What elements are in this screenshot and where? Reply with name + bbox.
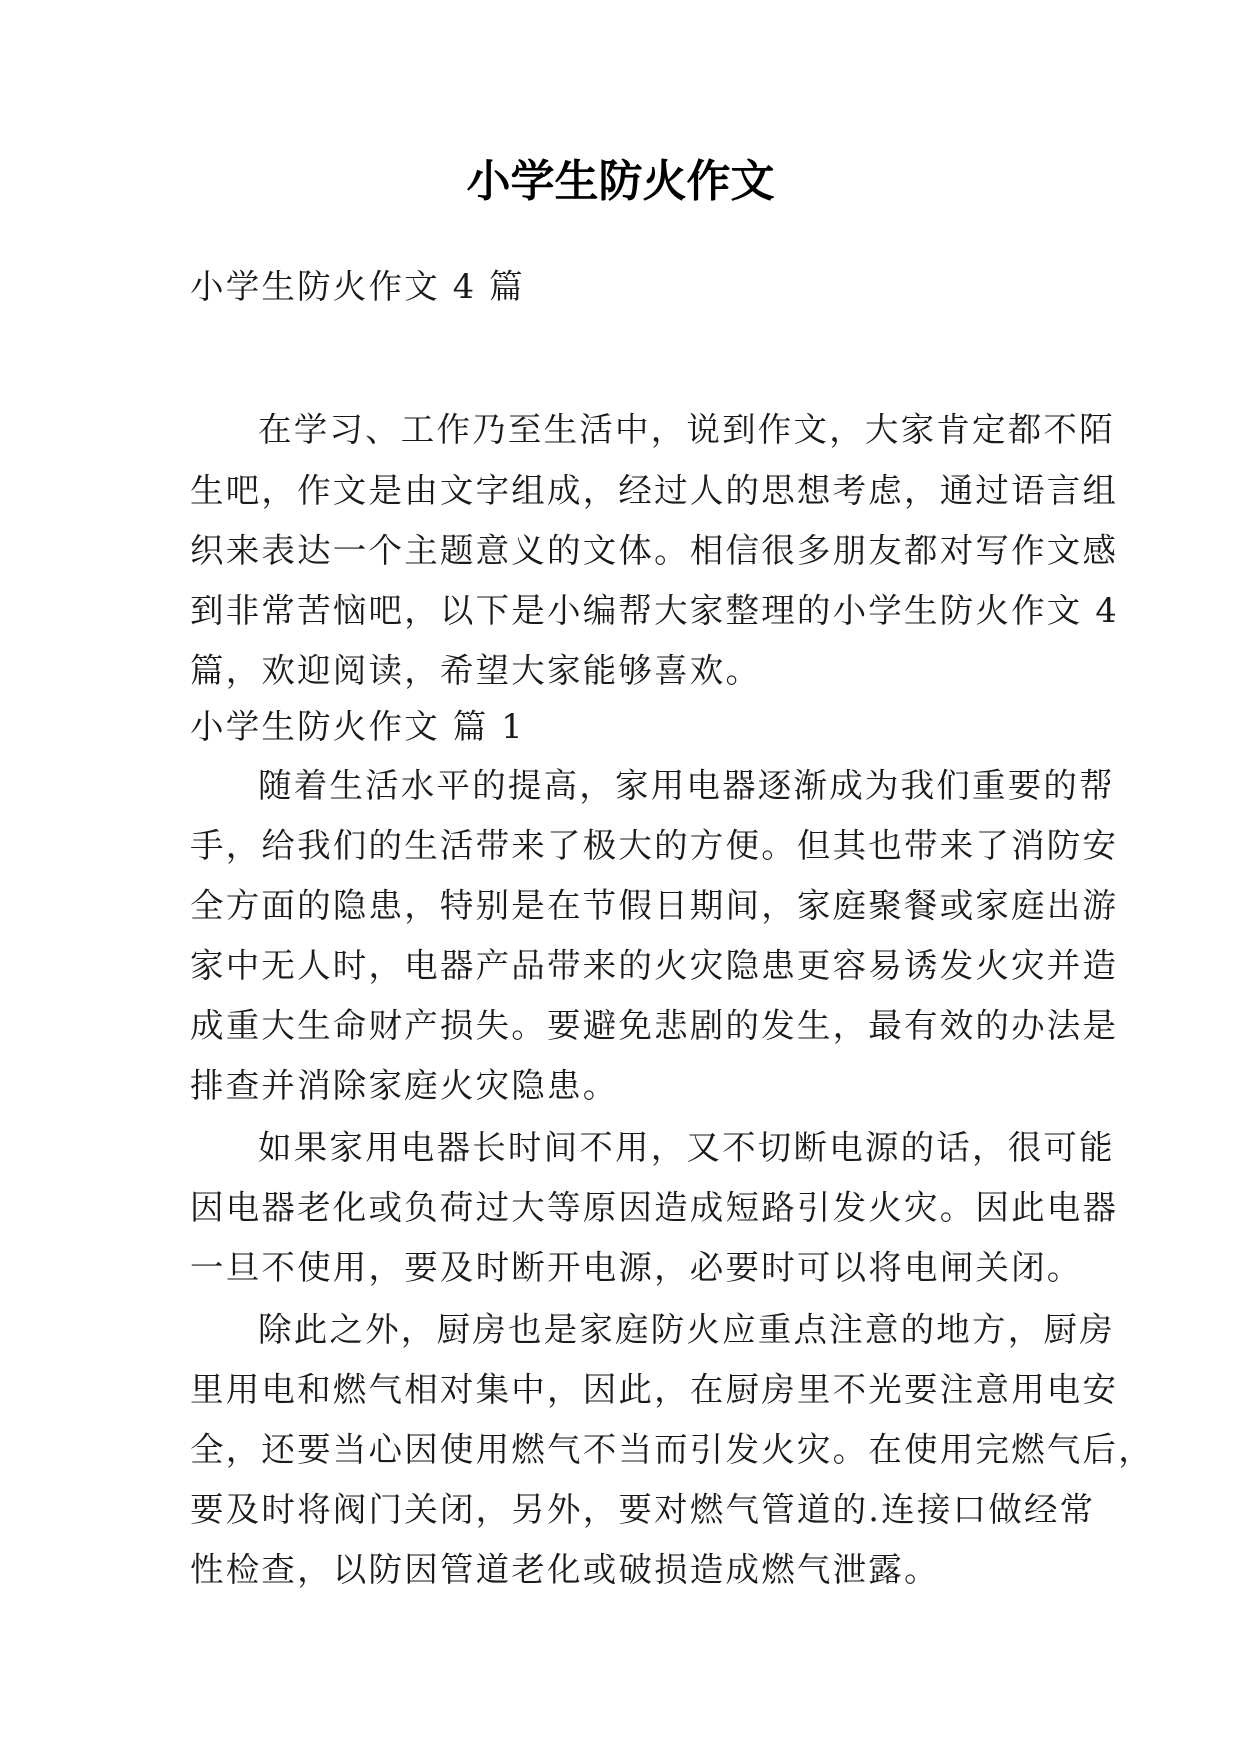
paragraph-line: 家中无人时，电器产品带来的火灾隐患更容易诱发火灾并造: [190, 946, 1119, 985]
paragraph-line: 里用电和燃气相对集中，因此，在厨房里不光要注意用电安: [190, 1370, 1119, 1409]
paragraph-line: 一旦不使用，要及时断开电源，必要时可以将电闸关闭。: [190, 1248, 1083, 1287]
paragraph-line: 因电器老化或负荷过大等原因造成短路引发火灾。因此电器: [190, 1188, 1119, 1227]
paragraph-line: 全方面的隐患，特别是在节假日期间，家庭聚餐或家庭出游: [190, 886, 1119, 925]
paragraph-line: 手，给我们的生活带来了极大的方便。但其也带来了消防安: [190, 826, 1119, 865]
paragraph-line: 性检查，以防因管道老化或破损造成燃气泄露。: [190, 1550, 940, 1589]
intro-line: 到非常苦恼吧，以下是小编帮大家整理的小学生防火作文 4: [190, 591, 1119, 630]
paragraph-line: 随着生活水平的提高，家用电器逐渐成为我们重要的帮: [258, 766, 1115, 805]
section-heading: 小学生防火作文 篇 1: [190, 707, 525, 746]
intro-line: 篇，欢迎阅读，希望大家能够喜欢。: [190, 651, 762, 690]
paragraph-line: 要及时将阀门关闭，另外，要对燃气管道的.连接口做经常: [190, 1490, 1096, 1529]
intro-line: 织来表达一个主题意义的文体。相信很多朋友都对写作文感: [190, 531, 1119, 570]
paragraph-line: 如果家用电器长时间不用，又不切断电源的话，很可能: [258, 1128, 1115, 1167]
document-title: 小学生防火作文: [466, 156, 775, 207]
paragraph-line: 除此之外，厨房也是家庭防火应重点注意的地方，厨房: [258, 1310, 1115, 1349]
paragraph-line: 全，还要当心因使用燃气不当而引发火灾。在使用完燃气后，: [190, 1430, 1154, 1469]
paragraph-line: 排查并消除家庭火灾隐患。: [190, 1066, 619, 1105]
document-subtitle: 小学生防火作文 4 篇: [190, 267, 525, 306]
paragraph-line: 成重大生命财产损失。要避免悲剧的发生，最有效的办法是: [190, 1006, 1119, 1045]
intro-line: 生吧，作文是由文字组成，经过人的思想考虑，通过语言组: [190, 471, 1119, 510]
intro-line: 在学习、工作乃至生活中，说到作文，大家肯定都不陌: [258, 410, 1115, 449]
